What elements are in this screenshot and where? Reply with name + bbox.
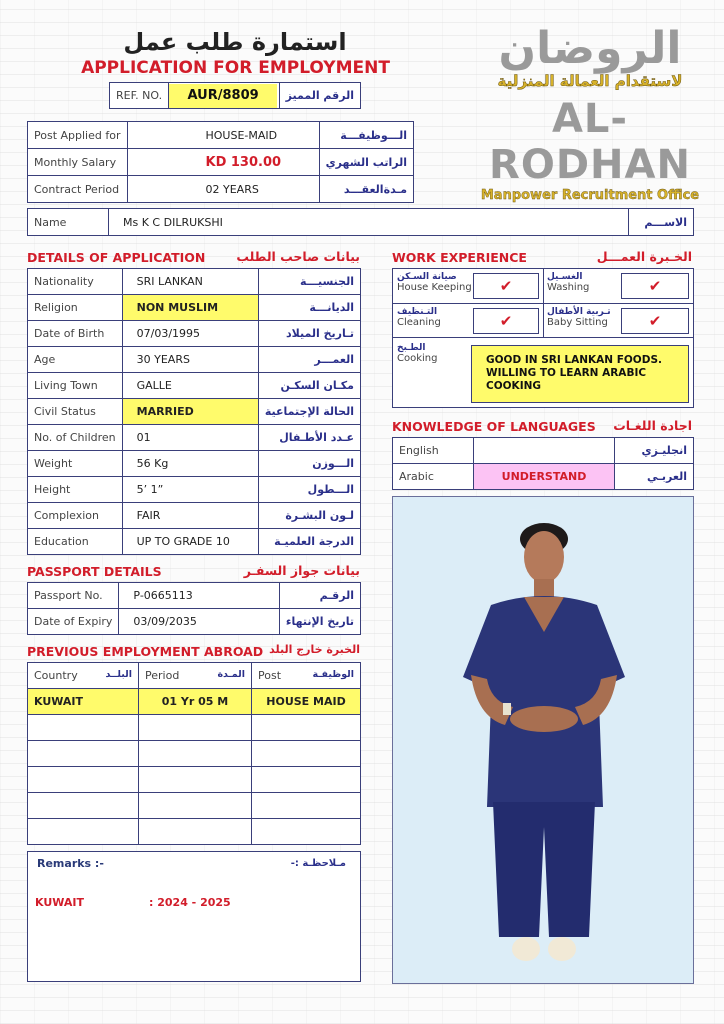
weight-label-ar: الـــوزن (258, 451, 360, 477)
children-value: 01 (122, 425, 258, 451)
details-row (28, 373, 361, 399)
job-table (27, 121, 414, 203)
previous-row (28, 689, 361, 715)
passport-no-label-ar: الرقـم (279, 583, 360, 609)
details-row (28, 477, 361, 503)
contract-label-ar: مـدةالعقـــد (319, 176, 413, 203)
details-table (27, 268, 361, 555)
ref-value: AUR/8809 (169, 84, 277, 108)
nationality-value: SRI LANKAN (122, 269, 258, 295)
complexion-label-ar: لـون البشـرة (258, 503, 360, 529)
prev-period (139, 819, 252, 845)
work-item-cooking (397, 343, 437, 364)
country-header-en: Country (34, 669, 78, 682)
nationality-label-ar: الجنسيـــة (258, 269, 360, 295)
job-row-salary (28, 149, 414, 176)
details-row (28, 503, 361, 529)
name-table (27, 208, 694, 236)
period-header-en: Period (145, 669, 180, 682)
applicant-photo (392, 496, 694, 984)
details-row (28, 399, 361, 425)
children-label-ar: عـدد الأطـفال (258, 425, 360, 451)
prev-post: HOUSE MAID (252, 689, 361, 715)
cleaning-label-ar: التـنظيف (397, 307, 438, 317)
post-label: Post Applied for (28, 122, 128, 149)
salary-value: KD 130.00 (127, 149, 319, 176)
passport-row (28, 583, 361, 609)
remarks-country: KUWAIT (35, 896, 85, 909)
name-label-ar: الاســـم (629, 209, 694, 236)
religion-label-ar: الديانـــة (258, 295, 360, 321)
previous-employment-table (27, 662, 361, 845)
language-row-english (393, 438, 694, 464)
prev-post (252, 741, 361, 767)
education-label-ar: الدرجة العلميـة (258, 529, 360, 555)
prev-post (252, 767, 361, 793)
ref-number-table (109, 82, 361, 109)
height-label-ar: الـــطول (258, 477, 360, 503)
post-label-ar: الـــوظيفـــة (319, 122, 413, 149)
name-label: Name (28, 209, 109, 236)
washing-label-ar: الغسـيل (547, 272, 583, 282)
check-icon: ✔ (499, 277, 513, 295)
baby-sitting-checkbox[interactable] (621, 308, 689, 334)
previous-employment-title: PREVIOUS EMPLOYMENT ABROAD (27, 644, 264, 659)
languages-table (392, 437, 694, 490)
post-header-ar: الوظيفـة (312, 669, 354, 680)
check-icon: ✔ (499, 312, 513, 330)
arabic-label-ar: العربـي (615, 464, 694, 490)
check-icon: ✔ (648, 312, 662, 330)
dob-value: 07/03/1995 (122, 321, 258, 347)
children-label: No. of Children (28, 425, 123, 451)
salary-label: Monthly Salary (28, 149, 128, 176)
cleaning-label: Cleaning (397, 317, 441, 328)
baby-sitting-label: Baby Sitting (547, 317, 608, 328)
logo-name-ar: الروضان (498, 23, 682, 74)
prev-post (252, 793, 361, 819)
prev-country (28, 819, 139, 845)
languages-title-ar: اجادة اللغـات (613, 418, 692, 433)
town-label-ar: مكـان السكـن (258, 373, 360, 399)
passport-table (27, 582, 361, 635)
house-keeping-label: House Keeping (397, 282, 472, 293)
religion-label: Religion (28, 295, 123, 321)
expiry-label-ar: تاريخ الإنتهاء (279, 609, 360, 635)
work-experience-box (392, 268, 694, 408)
previous-row (28, 767, 361, 793)
expiry-value: 03/09/2035 (119, 609, 279, 635)
remarks-box (27, 851, 361, 982)
cooking-label-ar: الطـبخ (397, 343, 426, 353)
work-title: WORK EXPERIENCE (392, 250, 527, 265)
period-header (139, 663, 252, 689)
remarks-label: Remarks :- (37, 857, 104, 870)
details-row (28, 347, 361, 373)
prev-post (252, 819, 361, 845)
washing-label: Washing (547, 282, 590, 293)
details-row (28, 321, 361, 347)
previous-row (28, 793, 361, 819)
details-row (28, 425, 361, 451)
contract-label: Contract Period (28, 176, 128, 203)
complexion-label: Complexion (28, 503, 123, 529)
civil-status-label-ar: الحالة الإجتماعية (258, 399, 360, 425)
prev-country (28, 741, 139, 767)
previous-header-row (28, 663, 361, 689)
arabic-label: Arabic (393, 464, 474, 490)
details-row (28, 451, 361, 477)
house-keeping-label-ar: صيانة السـكن (397, 272, 457, 282)
details-row (28, 295, 361, 321)
weight-value: 56 Kg (122, 451, 258, 477)
age-value: 30 YEARS (122, 347, 258, 373)
previous-employment-title-ar: الخبرة خارج البلد (269, 643, 360, 656)
salary-label-ar: الراتب الشهري (319, 149, 413, 176)
job-row-contract (28, 176, 414, 203)
washing-checkbox[interactable] (621, 273, 689, 299)
country-header (28, 663, 139, 689)
ref-label: REF. NO. (110, 83, 169, 109)
check-icon: ✔ (648, 277, 662, 295)
age-label-ar: العمـــر (258, 347, 360, 373)
details-row (28, 269, 361, 295)
height-label: Height (28, 477, 123, 503)
religion-value: NON MUSLIM (122, 295, 258, 321)
languages-title: KNOWLEDGE OF LANGUAGES (392, 419, 596, 434)
education-label: Education (28, 529, 123, 555)
remarks-period: : 2024 - 2025 (149, 896, 231, 909)
height-value: 5’ 1” (122, 477, 258, 503)
baby-sitting-label-ar: تـربية الأطفال (547, 307, 611, 317)
work-item-house-keeping (397, 272, 472, 293)
english-label-ar: انجليـزي (615, 438, 694, 464)
work-item-cleaning (397, 307, 441, 328)
civil-status-value: MARRIED (122, 399, 258, 425)
work-title-ar: الخـبرة العمـــل (596, 249, 692, 264)
post-header-en: Post (258, 669, 282, 682)
period-header-ar: المـدة (217, 669, 245, 680)
passport-no-value: P-0665113 (119, 583, 279, 609)
expiry-label: Date of Expiry (28, 609, 119, 635)
passport-no-label: Passport No. (28, 583, 119, 609)
work-item-baby-sitting (547, 307, 611, 328)
form-title-en: APPLICATION FOR EMPLOYMENT (81, 58, 390, 78)
prev-country (28, 715, 139, 741)
civil-status-label: Civil Status (28, 399, 123, 425)
prev-period (139, 767, 252, 793)
passport-title-ar: بيانات جواز السفـر (243, 563, 360, 578)
prev-period (139, 715, 252, 741)
nationality-label: Nationality (28, 269, 123, 295)
passport-row (28, 609, 361, 635)
house-keeping-checkbox[interactable] (473, 273, 539, 299)
contract-value: 02 YEARS (127, 176, 319, 203)
details-title: DETAILS OF APPLICATION (27, 250, 206, 265)
age-label: Age (28, 347, 123, 373)
work-item-washing (547, 272, 589, 293)
weight-label: Weight (28, 451, 123, 477)
details-row (28, 529, 361, 555)
remarks-label-ar: مـلاحظـة :- (290, 858, 346, 869)
dob-label-ar: تـاريخ الميلاد (258, 321, 360, 347)
name-value: Ms K C DILRUKSHI (109, 209, 629, 236)
arabic-value: UNDERSTAND (474, 464, 615, 490)
form-title-ar: استمارة طلب عمل (123, 28, 347, 56)
post-value: HOUSE-MAID (127, 122, 319, 149)
details-title-ar: بيانات صاحب الطلب (236, 249, 360, 264)
education-value: UP TO GRADE 10 (122, 529, 258, 555)
town-value: GALLE (122, 373, 258, 399)
previous-row (28, 819, 361, 845)
language-row-arabic (393, 464, 694, 490)
prev-country: KUWAIT (28, 689, 139, 715)
english-label: English (393, 438, 474, 464)
cooking-label: Cooking (397, 353, 438, 364)
cooking-note: GOOD IN SRI LANKAN FOODS. WILLING TO LEARN ARABIC COOKING (471, 345, 689, 403)
prev-country (28, 793, 139, 819)
previous-row (28, 715, 361, 741)
logo (470, 23, 710, 203)
logo-subtitle-en: Manpower Recruitment Office (480, 188, 700, 203)
prev-period (139, 793, 252, 819)
job-row-post (28, 122, 414, 149)
prev-period (139, 741, 252, 767)
post-header (252, 663, 361, 689)
ref-label-ar: الرقم المميز (279, 83, 360, 109)
person-illustration (393, 497, 694, 984)
previous-row (28, 741, 361, 767)
prev-period: 01 Yr 05 M (139, 689, 252, 715)
prev-post (252, 715, 361, 741)
dob-label: Date of Birth (28, 321, 123, 347)
passport-title: PASSPORT DETAILS (27, 564, 162, 579)
cleaning-checkbox[interactable] (473, 308, 539, 334)
country-header-ar: البلــد (105, 669, 132, 680)
logo-name-en: AL-RODHAN (489, 96, 691, 188)
logo-subtitle-ar: لاستقدام العمالة المنزلية (497, 72, 683, 90)
prev-country (28, 767, 139, 793)
town-label: Living Town (28, 373, 123, 399)
english-value (474, 438, 615, 464)
complexion-value: FAIR (122, 503, 258, 529)
ref-value-cell (169, 83, 280, 109)
